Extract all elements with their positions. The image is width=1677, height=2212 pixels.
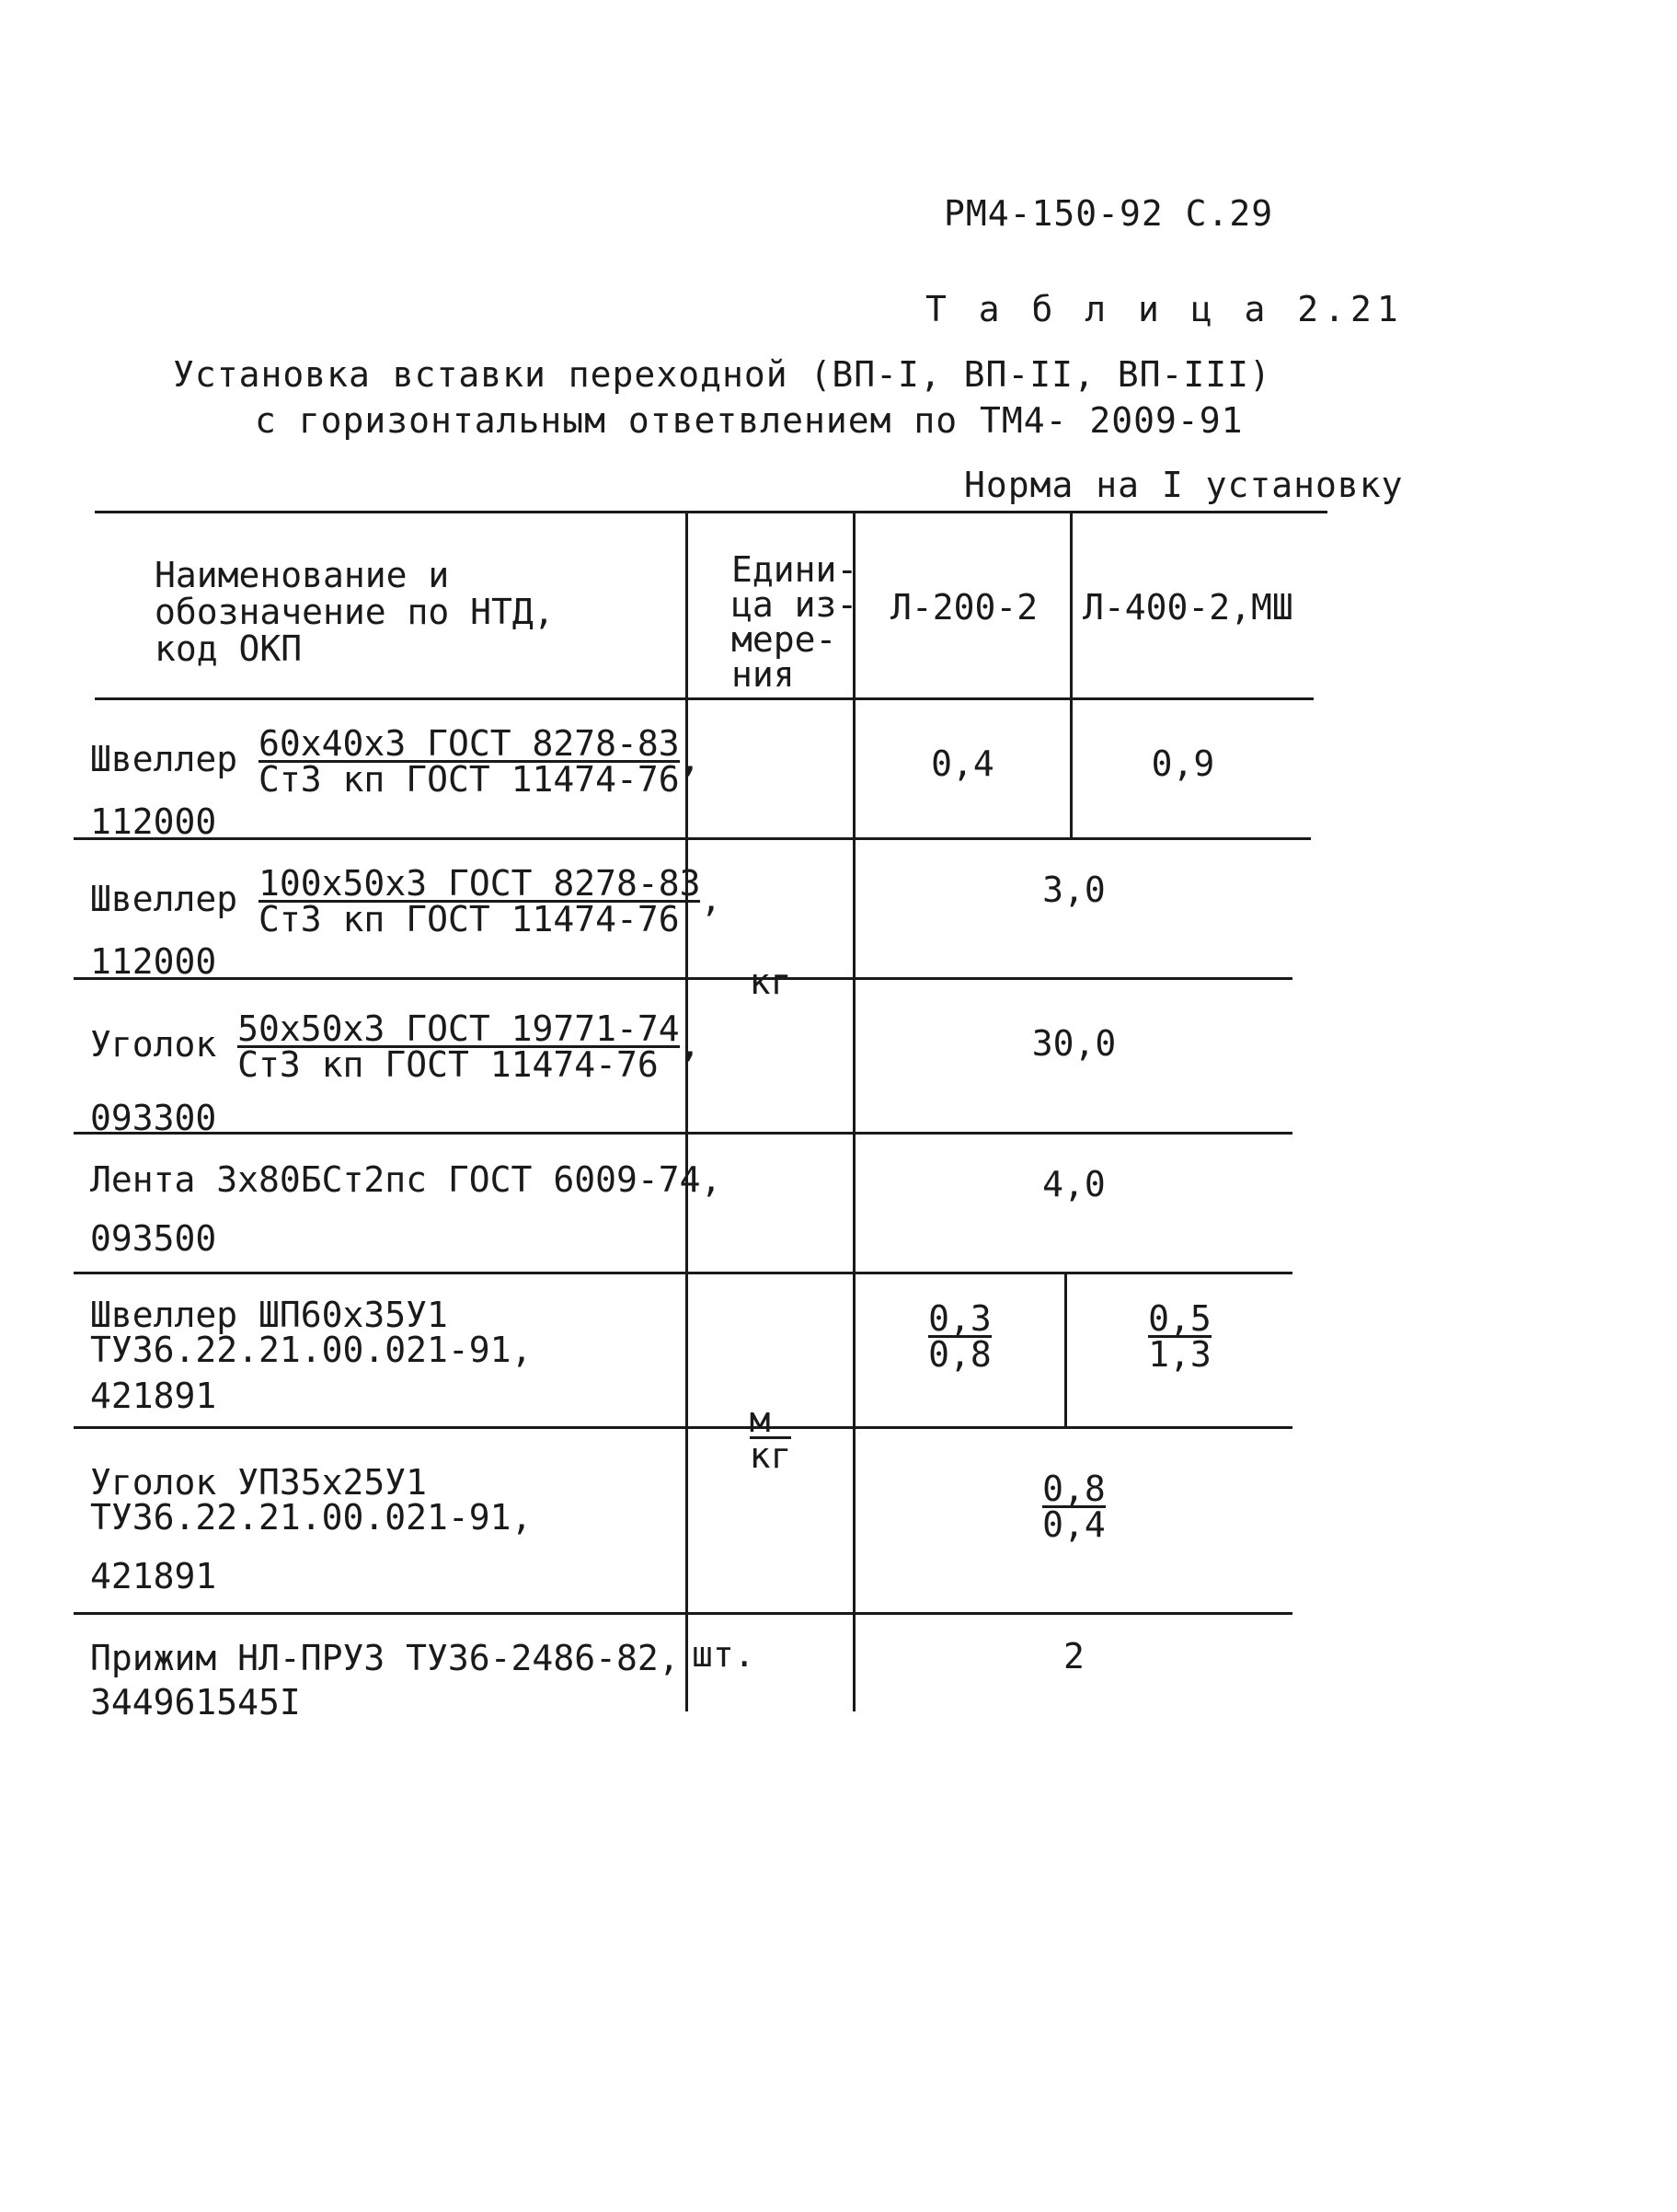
row-3-value: 30,0 — [1031, 1023, 1117, 1064]
row-4-value: 4,0 — [1042, 1164, 1106, 1204]
row-1-name: Швеллер $\frac{\text{60х40х3 ГОСТ 8278-83}}{\text{Ст3 кп ГОСТ 11474-76}}$ , 112000 — [90, 723, 701, 842]
row-4-name: Лента 3х80БСт2пс ГОСТ 6009-74, 093500 — [90, 1159, 722, 1259]
unit-m-per-kg: $\frac{м}{кг}$ — [749, 1400, 792, 1476]
row-2-name: Швеллер $\frac{\text{100х50х3 ГОСТ 8278-83}}{\text{Ст3 кп ГОСТ 11474-76}}$ , 112000 — [90, 863, 722, 982]
row-7-value: 2 — [1063, 1636, 1085, 1676]
row-5-name: Швеллер ШП60х35У1 ТУ36.22.21.00.021-91, 421891 — [90, 1295, 533, 1416]
row-1-value-l400: 0,9 — [1151, 743, 1215, 784]
row-6-name: Уголок УП35х25У1 ТУ36.22.21.00.021-91, 421891 — [90, 1462, 533, 1596]
row-3-name: Уголок $\frac{\text{50х50х3 ГОСТ 19771-74}}{\text{Ст3 кп ГОСТ 11474-76}}$ , 093300 — [90, 1008, 701, 1138]
header-name: Наименование и обозначение по НТД, код ОКП — [155, 555, 555, 669]
header-unit: Едини- ца из- мере- ния — [731, 549, 858, 695]
header-col-l200: Л-200-2 — [890, 587, 1039, 628]
row-5-value-l200: $\frac{0,3}{0,8}$ — [928, 1298, 992, 1375]
header-col-l400: Л-400-2,МШ — [1083, 587, 1293, 628]
row-2-value: 3,0 — [1042, 870, 1106, 910]
row-7-unit: шт. — [692, 1634, 755, 1675]
norm-note: Норма на I установку — [964, 465, 1404, 505]
document-code: РМ4-150-92 С.29 — [944, 193, 1274, 234]
row-5-value-l400: $\frac{0,5}{1,3}$ — [1148, 1298, 1212, 1375]
row-1-value-l200: 0,4 — [931, 743, 994, 784]
table-caption: Т а б л и ц а 2.21 — [925, 289, 1404, 329]
row-7-name: Прижим НЛ-ПРУЗ ТУ36-2486-82, 344961545I — [90, 1638, 680, 1722]
table-title-line-1: Установка вставки переходной (ВП-I, ВП-II, ВП-III) — [173, 354, 1271, 395]
table-title-line-2: с горизонтальным ответвлением по ТМ4- 2009-91 — [255, 400, 1244, 441]
row-6-value: $\frac{0,8}{0,4}$ — [1042, 1469, 1106, 1545]
unit-kg: кг — [749, 962, 792, 1002]
